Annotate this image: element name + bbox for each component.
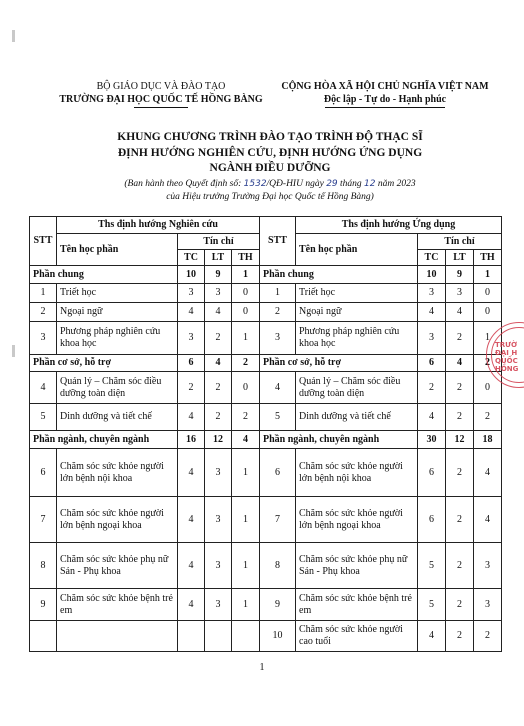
university-name: TRƯỜNG ĐẠI HỌC QUỐC TẾ HỒNG BÀNG xyxy=(59,94,263,105)
section-name: Phần chung xyxy=(260,266,418,284)
credits-lt: 2 xyxy=(446,404,474,431)
credits-tc: 6 xyxy=(418,355,446,372)
course-name: Triết học xyxy=(57,284,178,303)
credits-th: 1 xyxy=(232,449,260,497)
credits-lt: 3 xyxy=(205,284,232,303)
course-name: Quản lý – Chăm sóc điều dưỡng toàn diện xyxy=(296,372,418,404)
stt-header: STT xyxy=(260,217,296,266)
credits-tc: 5 xyxy=(418,543,446,589)
credits-th: 2 xyxy=(474,621,502,652)
course-stt: 5 xyxy=(260,404,296,431)
national-header xyxy=(274,80,496,108)
course-name: Chăm sóc sức khỏe người lớn bệnh ngoại khoa xyxy=(57,497,178,543)
table-row xyxy=(30,372,502,404)
credits-lt: 3 xyxy=(205,497,232,543)
credits-tc: 16 xyxy=(178,431,205,449)
table-row xyxy=(30,543,502,589)
credits-tc: 6 xyxy=(418,497,446,543)
credits-lt: 4 xyxy=(446,355,474,372)
credits-th: 18 xyxy=(474,431,502,449)
document-title xyxy=(40,130,500,177)
section-row xyxy=(30,355,502,372)
section-name: Phần cơ sở, hỗ trợ xyxy=(260,355,418,372)
course-name: Chăm sóc sức khỏe người cao tuổi xyxy=(296,621,418,652)
decision-code: /QĐ-HIU ngày xyxy=(266,179,324,189)
credits-th: 3 xyxy=(474,589,502,621)
course-name: Triết học xyxy=(296,284,418,303)
credits-lt: 3 xyxy=(205,543,232,589)
table-row xyxy=(30,449,502,497)
th-header: TH xyxy=(232,250,260,266)
section-row xyxy=(30,266,502,284)
course-name: Dinh dưỡng và tiết chế xyxy=(296,404,418,431)
ministry-header xyxy=(56,80,266,108)
course-stt: 7 xyxy=(30,497,57,543)
course-stt: 10 xyxy=(260,621,296,652)
page-number: 1 xyxy=(259,662,265,673)
month-label: tháng xyxy=(340,179,362,189)
table-row xyxy=(30,322,502,355)
credits-lt: 2 xyxy=(446,449,474,497)
credits-tc: 4 xyxy=(418,404,446,431)
credits-lt: 2 xyxy=(446,372,474,404)
credits-lt: 2 xyxy=(446,589,474,621)
lt-header: LT xyxy=(205,250,232,266)
credits-lt: 2 xyxy=(205,372,232,404)
credits-th: 2 xyxy=(232,404,260,431)
credits-tc: 5 xyxy=(418,589,446,621)
course-name: Phương pháp nghiên cứu khoa học xyxy=(296,322,418,355)
credits-th: 0 xyxy=(474,284,502,303)
course-stt: 1 xyxy=(30,284,57,303)
decision-note xyxy=(40,178,500,203)
course-stt: 8 xyxy=(260,543,296,589)
course-name: Chăm sóc sức khỏe phụ nữ Sản - Phụ khoa xyxy=(57,543,178,589)
credits-tc: 6 xyxy=(178,355,205,372)
section-name: Phần ngành, chuyên ngành xyxy=(260,431,418,449)
course-stt: 2 xyxy=(30,303,57,322)
course-name: Chăm sóc sức khỏe người lớn bệnh nội khoa xyxy=(296,449,418,497)
credits-th: 0 xyxy=(474,303,502,322)
table-row xyxy=(30,589,502,621)
credits-tc: 10 xyxy=(418,266,446,284)
credits-lt: 3 xyxy=(205,589,232,621)
course-name xyxy=(57,621,178,652)
course-stt: 9 xyxy=(260,589,296,621)
credits-tc: 4 xyxy=(178,404,205,431)
credits-th: 2 xyxy=(232,355,260,372)
credits-lt: 2 xyxy=(446,322,474,355)
credits-lt: 4 xyxy=(205,303,232,322)
course-name: Dinh dưỡng và tiết chế xyxy=(57,404,178,431)
section-name: Phần cơ sở, hỗ trợ xyxy=(30,355,178,372)
credits-header: Tín chỉ xyxy=(178,234,260,250)
course-stt: 6 xyxy=(260,449,296,497)
title-line-3: NGÀNH ĐIỀU DƯỠNG xyxy=(209,162,331,174)
credits-tc: 4 xyxy=(178,497,205,543)
course-name: Chăm sóc sức khỏe bệnh trẻ em xyxy=(57,589,178,621)
course-name: Chăm sóc sức khỏe bệnh trẻ em xyxy=(296,589,418,621)
decision-day: 29 xyxy=(326,179,338,189)
course-stt: 3 xyxy=(260,322,296,355)
course-stt: 7 xyxy=(260,497,296,543)
credits-tc: 2 xyxy=(418,372,446,404)
course-stt xyxy=(30,621,57,652)
title-line-1: KHUNG CHƯƠNG TRÌNH ĐÀO TẠO TRÌNH ĐỘ THẠC SĨ xyxy=(117,131,423,143)
credits-lt: 2 xyxy=(446,497,474,543)
credits-tc: 4 xyxy=(418,303,446,322)
course-stt: 4 xyxy=(30,372,57,404)
th-header: TH xyxy=(474,250,502,266)
section-row xyxy=(30,431,502,449)
course-stt: 5 xyxy=(30,404,57,431)
credits-lt: 2 xyxy=(205,322,232,355)
credits-th: 1 xyxy=(474,322,502,355)
motto-underline xyxy=(325,107,445,108)
course-stt: 4 xyxy=(260,372,296,404)
scan-mark xyxy=(12,30,15,42)
course-name: Chăm sóc sức khỏe người lớn bệnh nội khoa xyxy=(57,449,178,497)
credits-lt: 12 xyxy=(205,431,232,449)
credits-tc: 4 xyxy=(178,303,205,322)
course-name: Chăm sóc sức khỏe phụ nữ Sản - Phụ khoa xyxy=(296,543,418,589)
stt-header: STT xyxy=(30,217,57,266)
credits-tc: 4 xyxy=(178,589,205,621)
credits-th: 2 xyxy=(474,355,502,372)
curriculum-table xyxy=(29,216,502,652)
applied-track-header: Ths định hướng Ứng dụng xyxy=(296,217,502,234)
course-name-header: Tên học phần xyxy=(57,234,178,266)
credits-th: 1 xyxy=(232,497,260,543)
credits-tc: 4 xyxy=(178,449,205,497)
course-name: Chăm sóc sức khỏe người lớn bệnh ngoại khoa xyxy=(296,497,418,543)
course-stt: 1 xyxy=(260,284,296,303)
course-stt: 6 xyxy=(30,449,57,497)
credits-th: 4 xyxy=(474,449,502,497)
credits-tc: 6 xyxy=(418,449,446,497)
credits-th: 4 xyxy=(232,431,260,449)
table-row xyxy=(30,404,502,431)
course-stt: 9 xyxy=(30,589,57,621)
credits-th: 2 xyxy=(474,404,502,431)
credits-th: 0 xyxy=(232,372,260,404)
credits-lt: 2 xyxy=(446,543,474,589)
year-label: năm 2023 xyxy=(377,179,416,189)
credits-tc: 30 xyxy=(418,431,446,449)
credits-header: Tín chỉ xyxy=(418,234,502,250)
credits-th: 0 xyxy=(232,303,260,322)
credits-lt: 3 xyxy=(446,284,474,303)
credits-tc: 10 xyxy=(178,266,205,284)
credits-lt: 4 xyxy=(446,303,474,322)
course-name: Phương pháp nghiên cứu khoa học xyxy=(57,322,178,355)
credits-lt: 9 xyxy=(446,266,474,284)
title-line-2: ĐỊNH HƯỚNG NGHIÊN CỨU, ĐỊNH HƯỚNG ỨNG DỤNG xyxy=(117,146,423,159)
course-stt: 2 xyxy=(260,303,296,322)
section-name: Phần ngành, chuyên ngành xyxy=(30,431,178,449)
credits-th: 1 xyxy=(232,322,260,355)
table-row xyxy=(30,621,502,652)
table-row xyxy=(30,303,502,322)
credits-lt: 12 xyxy=(446,431,474,449)
table-row xyxy=(30,284,502,303)
credits-lt: 4 xyxy=(205,355,232,372)
credits-tc: 3 xyxy=(418,322,446,355)
credits-tc: 3 xyxy=(418,284,446,303)
course-name: Ngoại ngữ xyxy=(57,303,178,322)
credits-th: 0 xyxy=(474,372,502,404)
country-name: CỘNG HÒA XÃ HỘI CHỦ NGHĨA VIỆT NAM xyxy=(281,81,489,92)
course-stt: 3 xyxy=(30,322,57,355)
credits-tc xyxy=(178,621,205,652)
credits-th: 1 xyxy=(232,589,260,621)
motto: Độc lập - Tự do - Hạnh phúc xyxy=(323,94,447,105)
header-underline xyxy=(134,107,188,108)
ministry-name: BỘ GIÁO DỤC VÀ ĐÀO TẠO xyxy=(96,81,226,92)
course-name-header: Tên học phần xyxy=(296,234,418,266)
course-name: Quản lý – Chăm sóc điều dưỡng toàn diện xyxy=(57,372,178,404)
decision-number: 1532 xyxy=(243,179,267,189)
tc-header: TC xyxy=(418,250,446,266)
credits-tc: 4 xyxy=(178,543,205,589)
credits-th: 1 xyxy=(232,266,260,284)
credits-th: 0 xyxy=(232,284,260,303)
credits-th: 3 xyxy=(474,543,502,589)
credits-lt: 2 xyxy=(446,621,474,652)
credits-tc: 3 xyxy=(178,322,205,355)
decision-prefix: (Ban hành theo Quyết định số: xyxy=(124,179,242,189)
table-row xyxy=(30,497,502,543)
lt-header: LT xyxy=(446,250,474,266)
section-name: Phần chung xyxy=(30,266,178,284)
credits-lt: 2 xyxy=(205,404,232,431)
scan-mark xyxy=(12,345,15,357)
decision-month: 12 xyxy=(364,179,376,189)
university-seal: TRƯỜ ĐẠI H QUỐC HỒNG xyxy=(486,322,524,388)
credits-tc: 2 xyxy=(178,372,205,404)
credits-lt xyxy=(205,621,232,652)
credits-lt: 3 xyxy=(205,449,232,497)
credits-th: 1 xyxy=(474,266,502,284)
course-stt: 8 xyxy=(30,543,57,589)
issuer-line: của Hiệu trưởng Trường Đại học Quốc tế Hồng Bàng) xyxy=(166,191,374,202)
credits-th: 1 xyxy=(232,543,260,589)
credits-tc: 3 xyxy=(178,284,205,303)
course-name: Ngoại ngữ xyxy=(296,303,418,322)
credits-tc: 4 xyxy=(418,621,446,652)
credits-th: 4 xyxy=(474,497,502,543)
research-track-header: Ths định hướng Nghiên cứu xyxy=(57,217,260,234)
credits-lt: 9 xyxy=(205,266,232,284)
credits-th xyxy=(232,621,260,652)
tc-header: TC xyxy=(178,250,205,266)
